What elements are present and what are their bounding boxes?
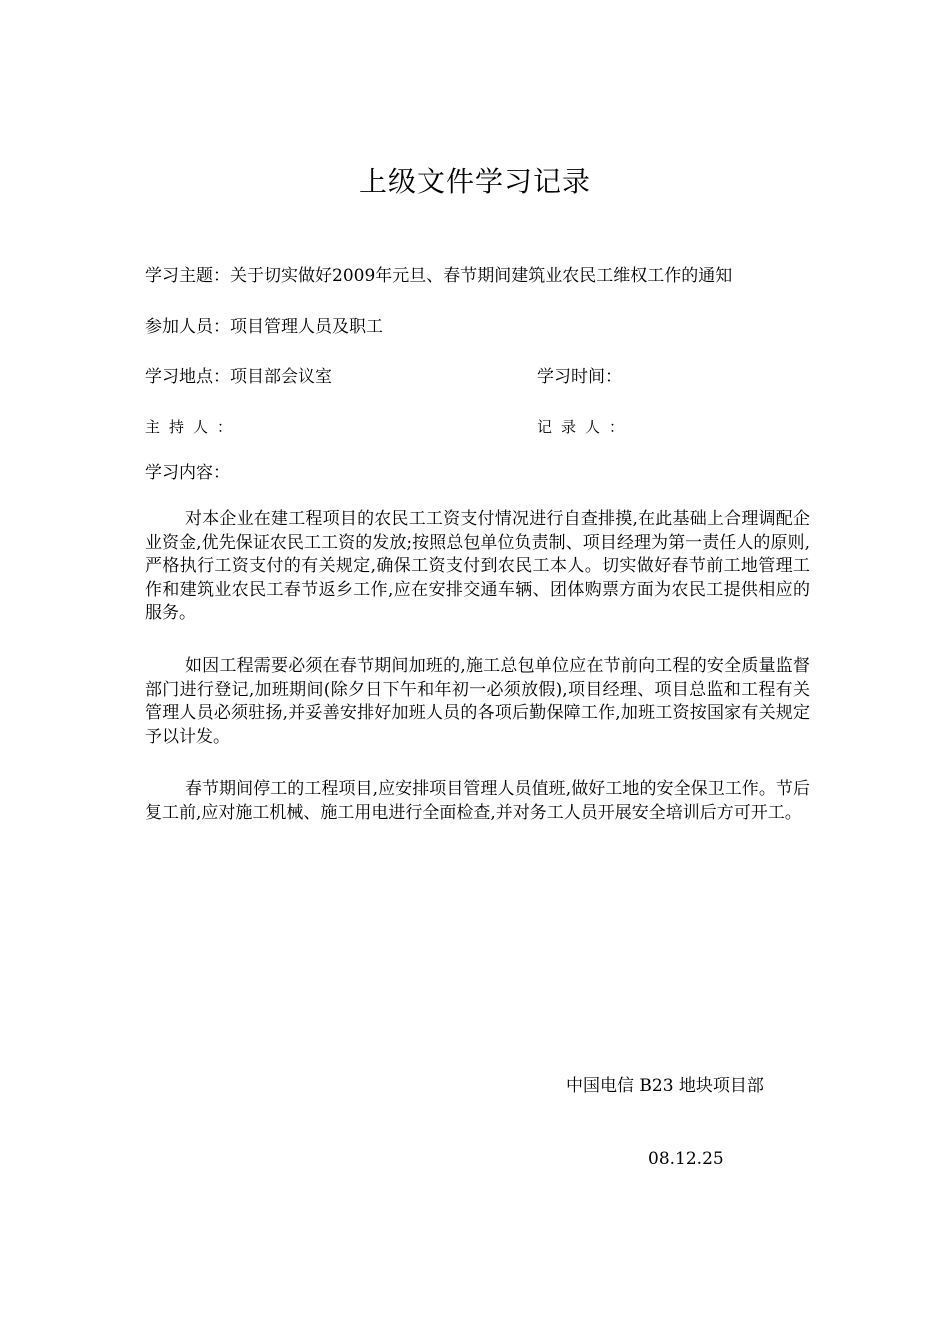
topic-value: 关于切实做好2009年元旦、春节期间建筑业农民工维权工作的通知 bbox=[230, 266, 733, 286]
document-title: 上级文件学习记录 bbox=[358, 165, 591, 198]
signature-date: 08.12.25 bbox=[648, 1149, 724, 1169]
time-label: 学习时间： bbox=[537, 367, 622, 387]
topic-row bbox=[145, 264, 732, 288]
content-paragraph-3: 春节期间停工的工程项目,应安排项目管理人员值班,做好工地的安全保卫工作。节后复工前,应对施工机械、施工用电进行全面检查,并对务工人员开展安全培训后方可开工。 bbox=[145, 779, 810, 823]
content-label: 学习内容： bbox=[145, 463, 230, 483]
content-paragraph-1: 对本企业在建工程项目的农民工工资支付情况进行自查排摸,在此基础上合理调配企业资金,优先保证农民工工资的发放;按照总包单位负责制、项目经理为第一责任人的原则,严格执行工资支付的有关规定,确保工资支付到农民工本人。切实做好春节前工地管理工作和建筑业农民工春节返乡工作,应在安排交通车辆、团体购票方面为农民工提供相应的服务。 bbox=[145, 509, 810, 623]
location-label: 学习地点： bbox=[145, 367, 230, 387]
participants-value: 项目管理人员及职工 bbox=[230, 317, 383, 337]
recorder-row bbox=[537, 415, 633, 439]
location-row bbox=[145, 365, 332, 389]
location-value: 项目部会议室 bbox=[230, 367, 332, 387]
recorder-label: 记录人： bbox=[537, 418, 634, 436]
participants-row bbox=[145, 315, 383, 339]
content-paragraph-2: 如因工程需要必须在春节期间加班的,施工总包单位应在节前向工程的安全质量监督部门进行登记,加班期间(除夕日下午和年初一必须放假),项目经理、项目总监和工程有关管理人员必须驻扬,并妥善安排好加班人员的各项后勤保障工作,加班工资按国家有关规定予以计发。 bbox=[145, 656, 810, 747]
signature-organization: 中国电信 B23 地块项目部 bbox=[566, 1076, 764, 1096]
participants-label: 参加人员： bbox=[145, 317, 230, 337]
time-row bbox=[537, 365, 622, 389]
topic-label: 学习主题： bbox=[145, 266, 230, 286]
host-label: 主持人： bbox=[145, 418, 242, 436]
host-row bbox=[145, 415, 241, 439]
